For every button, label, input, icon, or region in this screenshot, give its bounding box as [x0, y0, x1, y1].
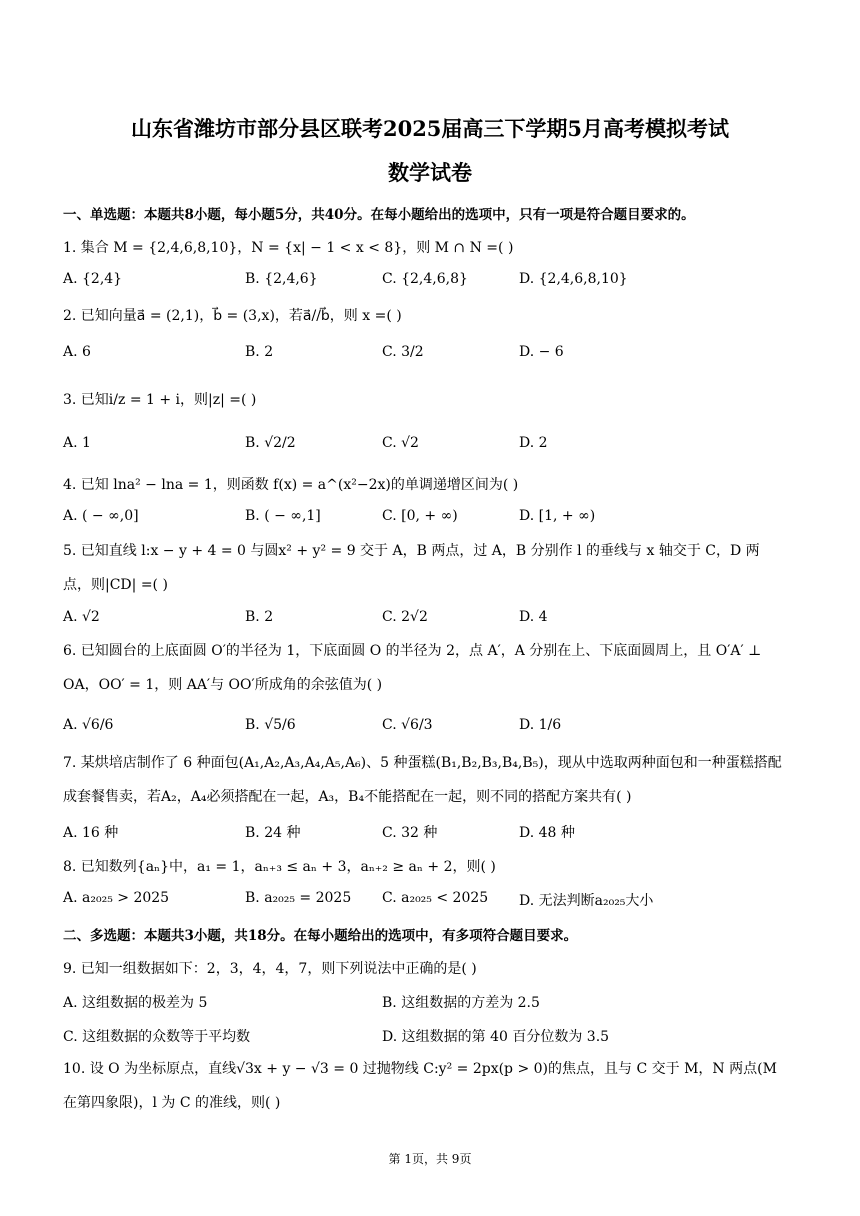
- question-4: 4. 已知 lna² − lna = 1，则函数 f(x) = a^(x²−2x)的单调递增区间为( ): [63, 477, 519, 493]
- q7-option-d: D. 48 种: [519, 825, 575, 841]
- question-8: 8. 已知数列{aₙ}中，a₁ = 1，aₙ₊₃ ≤ aₙ + 3，aₙ₊₂ ≥ aₙ + 2，则( ): [63, 859, 496, 875]
- q5-option-c: C. 2√2: [382, 609, 428, 625]
- question-1: 1. 集合 M = {2,4,6,8,10}，N = {x| − 1 < x < 8}，则 M ∩ N =( ): [63, 240, 514, 256]
- exam-subtitle: 数学试卷: [388, 160, 472, 185]
- question-2: 2. 已知向量a⃗ = (2,1)，b⃗ = (3,x)，若a⃗//b⃗，则 x =( ): [63, 308, 402, 324]
- q2-option-b: B. 2: [245, 344, 274, 360]
- q9-option-b: B. 这组数据的方差为 2.5: [382, 995, 540, 1011]
- question-3: 3. 已知i/z = 1 + i，则|z| =( ): [63, 392, 257, 408]
- q6-option-a: A. √6/6: [63, 717, 114, 733]
- q7-option-c: C. 32 种: [382, 825, 438, 841]
- q4-option-a: A. ( − ∞,0]: [63, 508, 139, 524]
- q1-option-c: C. {2,4,6,8}: [382, 271, 468, 287]
- page-footer: 第 1页，共 9页: [388, 1152, 472, 1166]
- q4-option-c: C. [0, + ∞): [382, 508, 458, 524]
- q4-option-b: B. ( − ∞,1]: [245, 508, 321, 524]
- question-6: 6. 已知圆台的上底面圆 O′的半径为 1，下底面圆 O 的半径为 2，点 A′，A 分别在上、下底面圆周上，且 O′A′ ⊥ OA，OO′ = 1，则 AA′与 OO′所成角的余弦值为( ): [63, 643, 762, 693]
- q6-option-c: C. √6/3: [382, 717, 433, 733]
- q7-option-a: A. 16 种: [63, 825, 119, 841]
- section-multi-choice-heading: 二、多选题：本题共3小题，共18分。在每小题给出的选项中，有多项符合题目要求。: [63, 928, 578, 944]
- q9-option-a: A. 这组数据的极差为 5: [63, 995, 208, 1011]
- q9-option-d: D. 这组数据的第 40 百分位数为 3.5: [382, 1029, 610, 1045]
- q3-option-c: C. √2: [382, 435, 419, 451]
- q7-option-b: B. 24 种: [245, 825, 301, 841]
- q5-option-d: D. 4: [519, 609, 548, 625]
- section-single-choice-heading: 一、单选题：本题共8小题，每小题5分，共40分。在每小题给出的选项中，只有一项是符合题目要求的。: [63, 207, 695, 223]
- question-5: 5. 已知直线 l:x − y + 4 = 0 与圆x² + y² = 9 交于 A，B 两点，过 A，B 分别作 l 的垂线与 x 轴交于 C，D 两点，则|CD| =( ): [63, 543, 760, 593]
- q3-option-a: A. 1: [63, 435, 91, 451]
- q1-option-a: A. {2,4}: [63, 271, 123, 287]
- q3-option-d: D. 2: [519, 435, 548, 451]
- q9-option-c: C. 这组数据的众数等于平均数: [63, 1029, 251, 1045]
- q2-option-d: D. − 6: [519, 344, 564, 360]
- q1-option-d: D. {2,4,6,8,10}: [519, 271, 628, 287]
- question-7: 7. 某烘培店制作了 6 种面包(A₁,A₂,A₃,A₄,A₅,A₆)、5 种蛋糕(B₁,B₂,B₃,B₄,B₅)，现从中选取两种面包和一种蛋糕搭配成套餐售卖，若A₂，A₄必须搭配在一起，A₃，B₄不能搭配在一起，则不同的搭配方案共有( ): [63, 755, 782, 805]
- q2-option-c: C. 3/2: [382, 344, 424, 360]
- question-10: 10. 设 O 为坐标原点，直线√3x + y − √3 = 0 过抛物线 C:y² = 2px(p > 0)的焦点，且与 C 交于 M，N 两点(M 在第四象限)，l 为 C 的准线，则( ): [63, 1061, 777, 1111]
- q4-option-d: D. [1, + ∞): [519, 508, 596, 524]
- question-9: 9. 已知一组数据如下：2，3，4，4，7，则下列说法中正确的是( ): [63, 961, 477, 977]
- q6-option-b: B. √5/6: [245, 717, 296, 733]
- q8-option-a: A. a₂₀₂₅ > 2025: [63, 890, 170, 906]
- q3-option-b: B. √2/2: [245, 435, 296, 451]
- q8-option-b: B. a₂₀₂₅ = 2025: [245, 890, 352, 906]
- q1-option-b: B. {2,4,6}: [245, 271, 318, 287]
- q8-option-c: C. a₂₀₂₅ < 2025: [382, 890, 489, 906]
- q5-option-b: B. 2: [245, 609, 274, 625]
- q6-option-d: D. 1/6: [519, 717, 562, 733]
- q5-option-a: A. √2: [63, 609, 100, 625]
- q8-option-d: D. 无法判断a₂₀₂₅大小: [519, 893, 654, 909]
- exam-title: 山东省潍坊市部分县区联考2025届高三下学期5月高考模拟考试: [130, 116, 730, 141]
- q2-option-a: A. 6: [63, 344, 91, 360]
